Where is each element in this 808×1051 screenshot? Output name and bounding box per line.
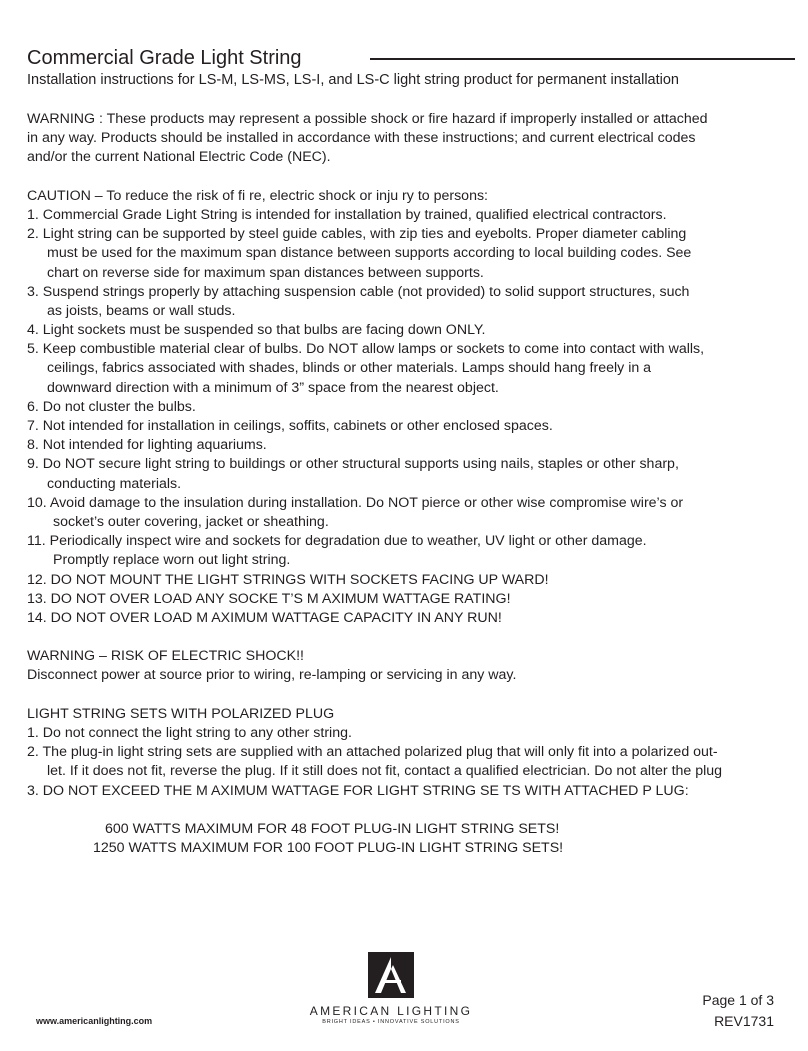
list-item-continuation: let. If it does not fit, reverse the plug. If it still does not fit, contact a qualified electrician. Do not alter the plug — [47, 763, 723, 780]
list-item: 3. DO NOT EXCEED THE M AXIMUM WATTAGE FOR LIGHT STRING SE TS WITH ATTACHED P LUG: — [27, 782, 689, 799]
page-subtitle: Installation instructions for LS-M, LS-MS, LS-I, and LS-C light string product for permanent installation — [27, 72, 679, 88]
list-item-continuation: as joists, beams or wall studs. — [47, 302, 236, 319]
list-item: 1. Do not connect the light string to any other string. — [27, 725, 352, 741]
list-item: 7. Not intended for installation in ceilings, soffits, cabinets or other enclosed spaces. — [27, 418, 553, 434]
warning-line: WARNING : These products may represent a possible shock or fire hazard if improperly installed or attached — [27, 111, 708, 127]
brand-name: AMERICAN LIGHTING — [309, 1004, 473, 1018]
list-item-continuation: must be used for the maximum span distance between supports according to local building codes. See — [47, 245, 692, 262]
list-item: 12. DO NOT MOUNT THE LIGHT STRINGS WITH SOCKETS FACING UP WARD! — [27, 571, 549, 588]
max-wattage-48ft: 600 WATTS MAXIMUM FOR 48 FOOT PLUG-IN LIGHT STRING SETS! — [105, 820, 560, 837]
company-logo — [300, 952, 510, 1032]
list-item: 10. Avoid damage to the insulation during installation. Do NOT pierce or other wise compromise wire’s or — [27, 494, 684, 511]
footer-url[interactable]: www.americanlighting.com — [36, 1016, 153, 1026]
list-item: 3. Suspend strings properly by attaching suspension cable (not provided) to solid support structures, such — [27, 283, 690, 300]
plug-heading: LIGHT STRING SETS WITH POLARIZED PLUG — [27, 705, 335, 722]
document-body — [27, 110, 802, 858]
plug-list — [27, 724, 802, 801]
list-item: 13. DO NOT OVER LOAD ANY SOCKE T’S M AXIMUM WATTAGE RATING! — [27, 590, 511, 607]
list-item: 14. DO NOT OVER LOAD M AXIMUM WATTAGE CAPACITY IN ANY RUN! — [27, 609, 502, 626]
caution-list — [27, 206, 802, 628]
logo-mark-icon — [368, 952, 414, 998]
list-item: 8. Not intended for lighting aquariums. — [27, 437, 267, 454]
page-number: Page 1 of 3 — [702, 992, 774, 1008]
page-title: Commercial Grade Light String — [27, 47, 302, 69]
list-item-continuation: ceilings, fabrics associated with shades, blinds or other materials. Lamps should hang freely in a — [47, 360, 652, 377]
list-item: 11. Periodically inspect wire and sockets for degradation due to weather, UV light or other damage. — [27, 533, 647, 550]
list-item: 4. Light sockets must be suspended so that bulbs are facing down ONLY. — [27, 322, 486, 339]
warning-line: in any way. Products should be installed in accordance with these instructions; and current electrical codes — [27, 130, 696, 147]
list-item-continuation: conducting materials. — [47, 475, 182, 492]
brand-tagline: BRIGHT IDEAS • INNOVATIVE SOLUTIONS — [322, 1019, 460, 1025]
warning-block — [27, 110, 802, 168]
title-rule — [370, 58, 795, 60]
list-item: 2. Light string can be supported by steel guide cables, with zip ties and eyebolts. Proper diameter cabling — [27, 226, 687, 243]
list-item: 5. Keep combustible material clear of bulbs. Do NOT allow lamps or sockets to come into contact with walls, — [27, 341, 705, 358]
shock-warning-text: Disconnect power at source prior to wiring, re-lamping or servicing in any way. — [27, 667, 517, 684]
list-item: 6. Do not cluster the bulbs. — [27, 398, 196, 415]
list-item-continuation: Promptly replace worn out light string. — [53, 552, 291, 569]
list-item: 9. Do NOT secure light string to buildings or other structural supports using nails, staples or other sharp, — [27, 456, 679, 473]
max-wattage-100ft: 1250 WATTS MAXIMUM FOR 100 FOOT PLUG-IN LIGHT STRING SETS! — [93, 840, 564, 857]
list-item: 2. The plug-in light string sets are supplied with an attached polarized plug that will only fit into a polarized out- — [27, 744, 718, 761]
list-item-continuation: downward direction with a minimum of 3” space from the nearest object. — [47, 379, 499, 396]
list-item-continuation: chart on reverse side for maximum span distances between supports. — [47, 264, 484, 281]
list-item: 1. Commercial Grade Light String is intended for installation by trained, qualified electrical contractors. — [27, 206, 667, 223]
warning-line: and/or the current National Electric Code (NEC). — [27, 149, 331, 166]
shock-warning-heading: WARNING – RISK OF ELECTRIC SHOCK!! — [27, 648, 304, 665]
revision-code: REV1731 — [714, 1013, 774, 1029]
caution-heading: CAUTION – To reduce the risk of fi re, electric shock or inju ry to persons: — [27, 187, 489, 204]
list-item-continuation: socket’s outer covering, jacket or sheathing. — [53, 513, 329, 530]
